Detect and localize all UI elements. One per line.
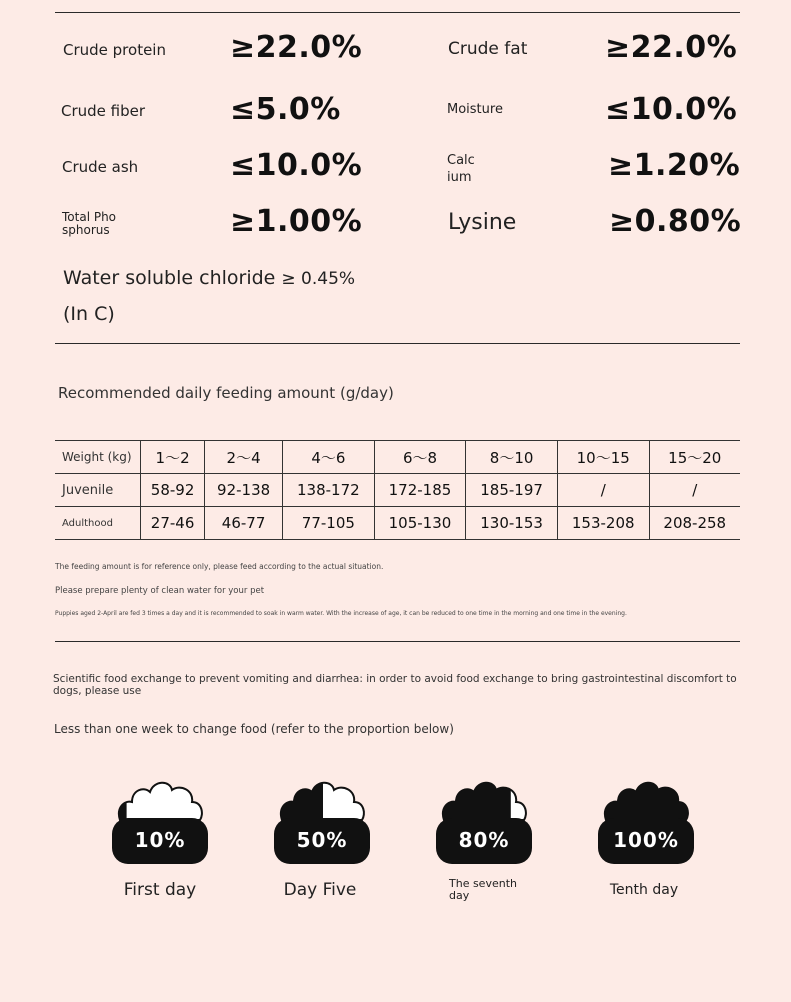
feeding-note-water: Please prepare plenty of clean water for your pet: [55, 586, 265, 596]
table-cell: Adulthood: [55, 507, 141, 540]
food-fill-portion: [272, 778, 323, 822]
table-cell: /: [649, 474, 740, 507]
step-label-day-five: Day Five: [283, 880, 357, 900]
nutrient-value-crude-fat: ≥22.0%: [605, 30, 738, 65]
table-row: [55, 474, 740, 507]
nutrient-value-moisture: ≤10.0%: [605, 92, 738, 127]
feeding-note-puppies: Puppies aged 2-April are fed 3 times a day and it is recommended to soak in warm water. With the increase of age, it can be reduced to one time in the morning and one time in the evening.: [55, 610, 627, 617]
nutrient-value-crude-ash: ≤10.0%: [230, 148, 363, 183]
nutrient-label-total-phosphorus: Total Pho sphorus: [62, 210, 117, 237]
table-cell: 172-185: [374, 474, 466, 507]
bowl-percent: 80%: [458, 828, 510, 852]
table-cell: 138-172: [283, 474, 375, 507]
nutrient-value-lysine: ≥0.80%: [609, 204, 742, 239]
table-header-row: [55, 441, 740, 474]
table-row: [55, 507, 740, 540]
chloride-unit: (In C): [63, 303, 115, 325]
table-cell: 2～4: [205, 441, 283, 474]
nutrient-label-crude-protein: Crude protein: [63, 41, 166, 59]
step-label-first-day: First day: [123, 880, 197, 900]
food-bowl-icon: [110, 778, 210, 868]
exchange-intro: Scientific food exchange to prevent vomiting and diarrhea: in order to avoid food exchange to bring gastrointestinal discomfort to dogs, please use: [53, 673, 737, 697]
feeding-title: Recommended daily feeding amount (g/day): [58, 384, 394, 402]
table-cell: 185-197: [466, 474, 558, 507]
step-label-seventh-day: The seventh day: [449, 877, 517, 902]
table-cell: 130-153: [466, 507, 558, 540]
nutrition-divider: [55, 343, 740, 344]
step-label-tenth-day: Tenth day: [609, 882, 679, 898]
feeding-note-reference: The feeding amount is for reference only, please feed according to the actual situation.: [55, 562, 384, 571]
table-cell: 153-208: [557, 507, 649, 540]
bowl-graphic: [596, 778, 696, 868]
nutrient-label-calcium: Calc ium: [447, 153, 475, 185]
bowl-graphic: [272, 778, 372, 868]
bowl-percent: 10%: [134, 828, 186, 852]
food-fill-portion: [434, 778, 511, 822]
table-cell: 208-258: [649, 507, 740, 540]
table-cell: Juvenile: [55, 474, 141, 507]
bowl-percent: 50%: [296, 828, 348, 852]
table-cell: 105-130: [374, 507, 466, 540]
table-cell: 10～15: [557, 441, 649, 474]
table-cell: 4～6: [283, 441, 375, 474]
feeding-divider: [55, 641, 740, 642]
bowl-graphic: [434, 778, 534, 868]
food-fill-portion: [596, 778, 690, 822]
bowl-graphic: [110, 778, 210, 868]
table-cell: 77-105: [283, 507, 375, 540]
bowl-percent: 100%: [613, 828, 679, 852]
feeding-table: [55, 440, 740, 540]
table-cell: 92-138: [205, 474, 283, 507]
table-cell: 15～20: [649, 441, 740, 474]
nutrient-value-calcium: ≥1.20%: [608, 148, 741, 183]
nutrient-label-crude-fat: Crude fat: [448, 39, 528, 59]
table-cell: 27-46: [141, 507, 205, 540]
table-cell: 58-92: [141, 474, 205, 507]
nutrient-value-total-phosphorus: ≥1.00%: [230, 204, 363, 239]
nutrient-label-lysine: Lysine: [448, 210, 517, 235]
food-bowl-icon: [596, 778, 696, 868]
table-cell: Weight (kg): [55, 441, 141, 474]
nutrient-label-crude-fiber: Crude fiber: [61, 102, 146, 120]
exchange-subtitle: Less than one week to change food (refer to the proportion below): [54, 722, 454, 736]
nutrient-value-crude-fiber: ≤5.0%: [230, 92, 341, 127]
table-cell: 1～2: [141, 441, 205, 474]
table-cell: 8～10: [466, 441, 558, 474]
table-cell: /: [557, 474, 649, 507]
table-cell: 46-77: [205, 507, 283, 540]
nutrient-label-moisture: Moisture: [447, 102, 503, 117]
table-cell: 6～8: [374, 441, 466, 474]
nutrient-label-crude-ash: Crude ash: [62, 158, 139, 176]
chloride-line: Water soluble chloride ≥ 0.45%: [63, 267, 356, 289]
nutrient-value-crude-protein: ≥22.0%: [230, 30, 363, 65]
top-divider: [55, 12, 740, 13]
food-bowl-icon: [434, 778, 534, 868]
food-bowl-icon: [272, 778, 372, 868]
